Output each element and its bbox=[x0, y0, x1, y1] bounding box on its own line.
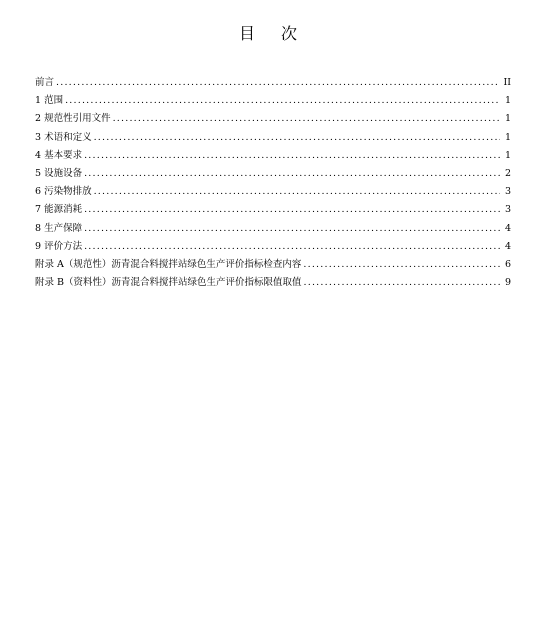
toc-entry-scope[interactable] bbox=[35, 92, 511, 110]
toc-entry-foreword[interactable] bbox=[35, 74, 511, 92]
toc-leader-dots bbox=[84, 201, 500, 219]
toc-entry-label: 前言 bbox=[35, 77, 55, 88]
toc-entry-energy-consumption[interactable] bbox=[35, 201, 511, 219]
toc-leader-dots bbox=[94, 183, 500, 201]
toc-entry-label: 附录 B（资料性）沥青混合料搅拌站绿色生产评价指标限值取值 bbox=[35, 277, 302, 289]
toc-entry-appendix-a[interactable] bbox=[35, 256, 511, 274]
toc-entry-page: 6 bbox=[504, 258, 511, 270]
toc-leader-dots bbox=[84, 165, 500, 183]
toc-entry-page: 3 bbox=[504, 204, 511, 216]
toc-entry-label: 8 生产保障 bbox=[35, 222, 83, 234]
toc-leader-dots bbox=[113, 110, 500, 128]
toc-leader-dots bbox=[56, 74, 500, 92]
toc-entry-label: 3 术语和定义 bbox=[35, 131, 92, 143]
toc-entry-basic-requirements[interactable] bbox=[35, 147, 511, 165]
toc-entry-label: 附录 A（规范性）沥青混合料搅拌站绿色生产评价指标检查内容 bbox=[35, 258, 302, 270]
toc-leader-dots bbox=[84, 147, 500, 165]
toc-entry-appendix-b[interactable] bbox=[35, 274, 511, 292]
toc-entry-page: 1 bbox=[504, 95, 511, 107]
toc-entry-pollutant-emission[interactable] bbox=[35, 183, 511, 201]
toc-entry-label: 5 设施设备 bbox=[35, 167, 83, 179]
table-of-contents bbox=[35, 74, 511, 292]
toc-entry-normative-references[interactable] bbox=[35, 110, 511, 128]
toc-entry-page: 1 bbox=[504, 131, 511, 143]
toc-entry-page: 2 bbox=[504, 167, 511, 179]
toc-leader-dots bbox=[303, 256, 500, 274]
toc-leader-dots bbox=[304, 274, 500, 292]
toc-leader-dots bbox=[94, 129, 500, 147]
toc-entry-label: 4 基本要求 bbox=[35, 149, 83, 161]
toc-entry-page: 1 bbox=[504, 113, 511, 125]
toc-entry-page: 1 bbox=[504, 149, 511, 161]
toc-entry-page: 4 bbox=[504, 240, 511, 252]
toc-entry-label: 1 范围 bbox=[35, 95, 64, 107]
toc-entry-label: 2 规范性引用文件 bbox=[35, 113, 111, 125]
toc-entry-label: 9 评价方法 bbox=[35, 240, 83, 252]
toc-entry-page: 3 bbox=[504, 186, 511, 198]
toc-entry-label: 6 污染物排放 bbox=[35, 186, 92, 198]
toc-entry-page: 9 bbox=[504, 277, 511, 289]
toc-entry-evaluation-method[interactable] bbox=[35, 238, 511, 256]
toc-entry-production-assurance[interactable] bbox=[35, 220, 511, 238]
toc-leader-dots bbox=[84, 220, 500, 238]
toc-entry-label: 7 能源消耗 bbox=[35, 204, 83, 216]
toc-leader-dots bbox=[84, 238, 500, 256]
toc-entry-page: II bbox=[503, 77, 511, 88]
toc-entry-page: 4 bbox=[504, 222, 511, 234]
title-char-1: 目 bbox=[238, 24, 255, 43]
toc-entry-facilities-equipment[interactable] bbox=[35, 165, 511, 183]
page-title bbox=[0, 22, 536, 46]
toc-entry-terms-definitions[interactable] bbox=[35, 129, 511, 147]
title-char-2: 次 bbox=[281, 24, 298, 43]
toc-leader-dots bbox=[65, 92, 500, 110]
